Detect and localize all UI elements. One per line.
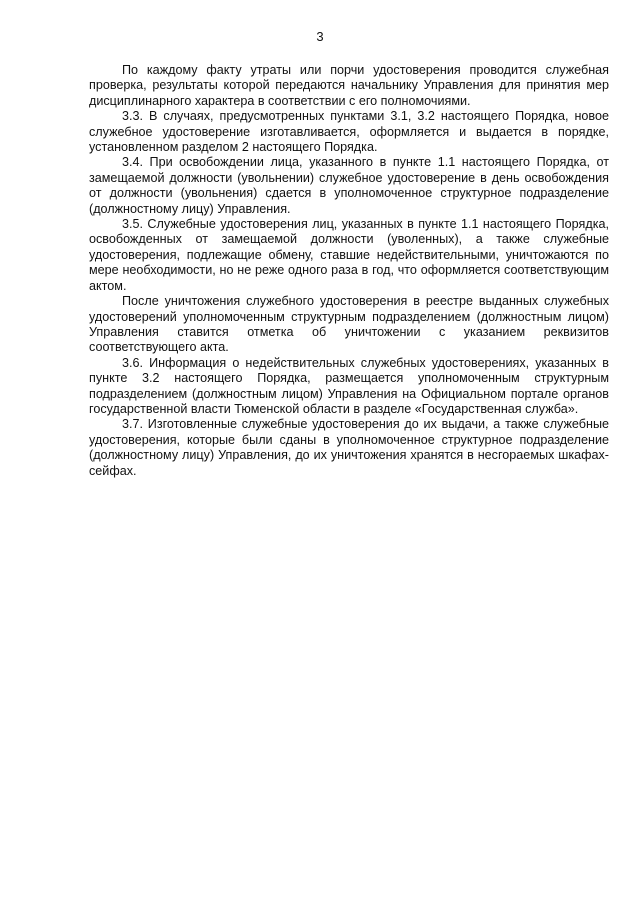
paragraph-loss-inspection: По каждому факту утраты или порчи удостоверения проводится служебная проверка, результаты которой передаются начальнику Управления для принятия мер дисциплинарного характера в соответствии с его полномочиями.	[89, 63, 609, 108]
paragraph-3-3: 3.3. В случаях, предусмотренных пунктами 3.1, 3.2 настоящего Порядка, новое служебное удостоверение изготавливается, оформляется и выдается в порядке, установленном разделом 2 настоящего Порядка.	[89, 109, 609, 155]
page-number: 3	[316, 29, 324, 44]
paragraph-destruction-note: После уничтожения служебного удостоверения в реестре выданных служебных удостоверений уполномоченным структурным подразделением (должностным лицом) Управления ставится отметка об уничтожении с указанием реквизитов соответствующего акта.	[89, 294, 609, 355]
paragraph-3-4: 3.4. При освобождении лица, указанного в пункте 1.1 настоящего Порядка, от замещаемой должности (увольнении) служебное удостоверение в день освобождения от должности (увольнения) сдается в уполномоченное структурное подразделение (должностному лицу) Управления.	[89, 155, 609, 216]
paragraph-3-6: 3.6. Информация о недействительных служебных удостоверениях, указанных в пункте 3.2 настоящего Порядка, размещается уполномоченным структурным подразделением (должностным лицом) Управления на Официальном портале органов государственной власти Тюменской области в разделе «Государственная служба».	[89, 355, 609, 416]
paragraph-3-7: 3.7. Изготовленные служебные удостоверения до их выдачи, а также служебные удостоверения, которые были сданы в уполномоченное структурное подразделение (должностному лицу) Управления, до их уничтожения хранятся в несгораемых шкафах-сейфах.	[89, 417, 609, 478]
document-body	[89, 63, 609, 479]
paragraph-3-5: 3.5. Служебные удостоверения лиц, указанных в пункте 1.1 настоящего Порядка, освобожденных от замещаемой должности (уволенных), а также служебные удостоверения, подлежащие обмену, ставшие недействительными, уничтожаются по мере необходимости, но не реже одного раза в год, что оформляется соответствующим актом.	[89, 217, 609, 293]
